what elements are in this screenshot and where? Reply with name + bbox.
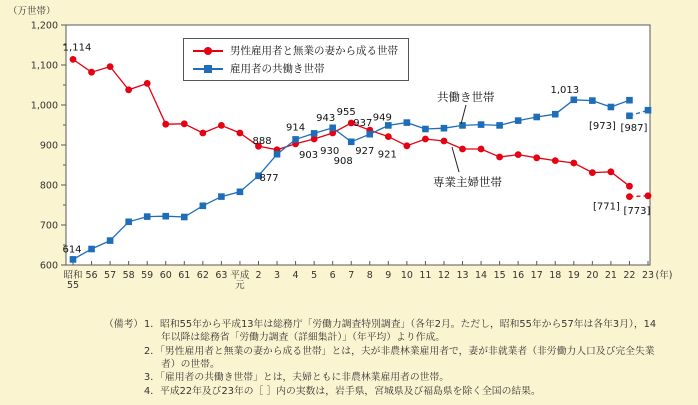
svg-text:元: 元 [235, 280, 245, 291]
svg-text:57: 57 [104, 270, 117, 281]
svg-text:[773]: [773] [623, 205, 651, 217]
svg-text:63: 63 [215, 270, 228, 281]
svg-text:614: 614 [62, 244, 82, 256]
svg-text:11: 11 [419, 270, 432, 281]
svg-text:昭和: 昭和 [63, 270, 83, 281]
svg-text:23: 23 [641, 270, 655, 281]
svg-text:8: 8 [366, 270, 373, 281]
svg-text:59: 59 [141, 270, 154, 281]
svg-text:58: 58 [122, 270, 135, 281]
svg-text:16: 16 [512, 270, 525, 281]
svg-text:13: 13 [456, 270, 469, 281]
svg-text:平成: 平成 [230, 270, 250, 281]
svg-text:62: 62 [196, 270, 209, 281]
svg-text:17: 17 [530, 270, 543, 281]
notes-heading: （備考） [104, 319, 144, 330]
svg-text:18: 18 [549, 270, 562, 281]
svg-text:1,000: 1,000 [30, 100, 58, 112]
svg-text:[973]: [973] [589, 120, 616, 132]
svg-text:1,114: 1,114 [62, 42, 92, 54]
svg-text:4: 4 [292, 270, 299, 281]
svg-text:914: 914 [286, 122, 306, 134]
svg-text:9: 9 [385, 270, 392, 281]
svg-text:949: 949 [372, 112, 392, 124]
svg-text:[771]: [771] [593, 201, 620, 213]
svg-text:1,013: 1,013 [550, 84, 580, 96]
svg-text:908: 908 [333, 155, 353, 167]
legend-item-husband-employee-nonworking-wife [193, 43, 398, 58]
svg-text:共働き世帯: 共働き世帯 [437, 90, 495, 104]
svg-text:(年): (年) [655, 270, 673, 281]
note-item-1: 1．昭和55年から平成13年は総務庁「労働力調査特別調査」（各年2月。ただし，昭和55年から57年は各年3月），14年以降は総務省「労働力調査（詳細集計）」（年平均）より作成。 [144, 319, 657, 344]
svg-text:943: 943 [316, 112, 336, 124]
svg-text:61: 61 [178, 270, 191, 281]
svg-text:930: 930 [320, 146, 340, 157]
svg-text:888: 888 [252, 135, 272, 147]
legend-item-dual-income-households [193, 61, 398, 76]
legend-label: 男性雇用者と無業の妻から成る世帯 [230, 45, 398, 57]
svg-text:1,200: 1,200 [30, 20, 58, 32]
svg-text:6: 6 [329, 270, 336, 281]
svg-text:1,100: 1,100 [30, 60, 58, 72]
svg-text:（万世帯）: （万世帯） [8, 6, 56, 17]
note-item-3: 3．「雇用者の共働き世帯」とは，夫婦ともに非農林業雇用者の世帯。 [144, 372, 450, 384]
svg-text:15: 15 [493, 270, 506, 281]
red-circle-marker-icon [193, 46, 223, 56]
svg-text:937: 937 [353, 118, 373, 130]
note-item-2: 2．「男性雇用者と無業の妻から成る世帯」とは，夫が非農林業雇用者で，妻が非就業者（非労働力人口及び完全失業者）の世帯。 [144, 345, 655, 370]
svg-text:700: 700 [39, 220, 58, 232]
svg-text:921: 921 [377, 149, 397, 161]
svg-text:14: 14 [475, 270, 488, 281]
svg-text:10: 10 [400, 270, 413, 281]
svg-text:600: 600 [39, 260, 58, 272]
notes-list [144, 318, 660, 398]
svg-text:2: 2 [255, 270, 262, 281]
svg-text:7: 7 [348, 270, 355, 281]
svg-text:55: 55 [66, 280, 80, 291]
svg-text:903: 903 [299, 149, 319, 161]
svg-text:22: 22 [623, 270, 636, 281]
svg-text:[987]: [987] [620, 123, 648, 135]
svg-text:800: 800 [39, 180, 58, 192]
svg-text:877: 877 [259, 173, 279, 185]
svg-text:21: 21 [604, 270, 617, 281]
svg-text:3: 3 [274, 270, 281, 281]
svg-text:56: 56 [85, 270, 98, 281]
legend-label: 雇用者の共働き世帯 [230, 63, 325, 75]
svg-text:927: 927 [355, 146, 375, 158]
chart-legend [183, 38, 409, 81]
svg-text:955: 955 [336, 107, 356, 118]
notes [104, 318, 660, 398]
svg-text:19: 19 [567, 270, 580, 281]
svg-text:12: 12 [437, 270, 451, 281]
note-item-4: 4．平成22年及び23年の［ ］内の実数は，岩手県，宮城県及び福島県を除く全国の結果。 [144, 385, 541, 397]
svg-text:900: 900 [39, 140, 58, 152]
svg-text:20: 20 [586, 270, 599, 281]
blue-square-marker-icon [193, 64, 223, 74]
svg-text:5: 5 [311, 270, 318, 281]
svg-text:60: 60 [159, 270, 172, 281]
svg-text:専業主婦世帯: 専業主婦世帯 [433, 175, 502, 189]
